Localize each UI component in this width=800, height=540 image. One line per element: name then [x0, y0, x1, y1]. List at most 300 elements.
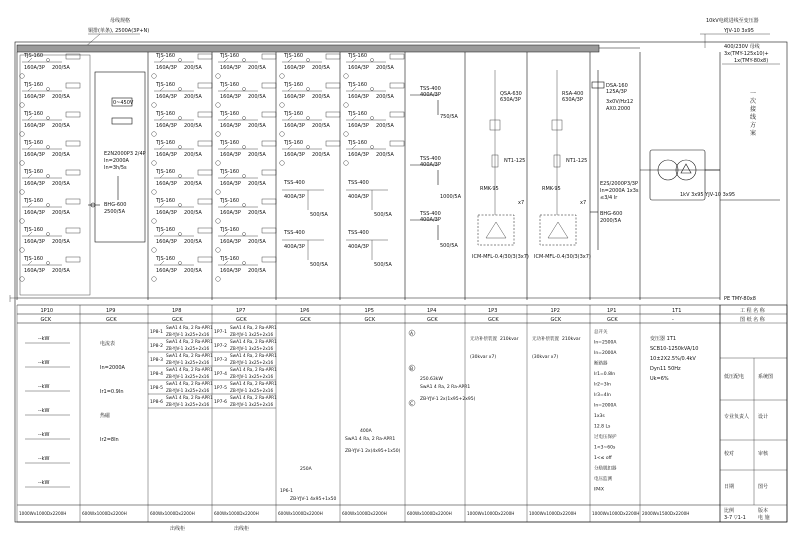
sched-1P9-2: Ir1=0.9In [100, 389, 124, 395]
bus-note-1: 400/230V 母线 [724, 44, 760, 50]
feeder-col2-5 [216, 169, 276, 194]
breaker-col4-2 [346, 230, 392, 268]
busbar-note-line2: 铜排(单条), 2500A(3P+N) [88, 28, 150, 34]
sched-col_1P4_a: 250.63kW [420, 377, 443, 382]
kw-mark-4: --kW [38, 408, 50, 414]
feeder-breaker-sub: 160A/3P [156, 123, 177, 129]
breaker-label: TSS-400 [284, 180, 305, 186]
panel-type-1P6: GCK [300, 317, 311, 323]
title-row-3a: 低压配电 [724, 374, 745, 380]
feeder-breaker-label: TJS-160 [24, 169, 44, 175]
feeder-breaker-sub: 160A/3P [348, 94, 369, 100]
bottom-note-2: 出线柜 [234, 526, 250, 532]
rmk-reactor-label: RMK-95 [542, 186, 561, 192]
feed-desc-1P8-4: SwA1 4 Ra, 2 Ra-APR1 [166, 367, 213, 372]
sched-1P9-3: 热磁 [100, 413, 111, 419]
sched-1T1-2: 10±2X2.5%/0.4kV [650, 356, 696, 362]
breaker-sub: 400A/3P [348, 244, 369, 250]
panel-id-1P1: 1P1 [607, 308, 617, 314]
feeder-breaker-label: TJS-160 [156, 82, 176, 88]
feeder-col4-1 [344, 53, 404, 78]
feeder-breaker-sub: 160A/3P [220, 239, 241, 245]
feeder-breaker-sub: 160A/3P [284, 123, 305, 129]
sched-1P1-0: 总开关 [594, 330, 608, 335]
feeder-breaker-label: TJS-160 [284, 82, 304, 88]
feeder-breaker-sub: 160A/3P [156, 65, 177, 71]
capacitor-label: ICM-MFL-0.4/30/3(3x7) [534, 254, 591, 260]
feed-cable-1P7-2: ZB-YJV-1 3x25+2x16 [230, 346, 274, 351]
feed-code-1P8-4: 1P8-4 [150, 372, 163, 377]
panel-type-1P10: GCK [40, 317, 52, 323]
feeder-col2-7 [216, 227, 276, 252]
sched-col_1P2-0: 无功补偿装置 [532, 337, 559, 342]
breaker-ct: 500/5A [310, 212, 328, 218]
feeder-ct-rating: 200/5A [248, 123, 266, 129]
feed-code-1P7-2: 1P7-2 [214, 344, 227, 349]
feeder-ct-rating: 200/5A [184, 65, 202, 71]
breaker-sub: 400A/3P [284, 194, 305, 200]
feeder-col3-2 [280, 82, 340, 107]
feeder-breaker-sub: 160A/3P [24, 152, 45, 158]
sched-1P1-8: 1x3s [594, 414, 605, 419]
kw-mark-5: --kW [38, 432, 50, 438]
feeder-breaker-label: TJS-160 [284, 111, 304, 117]
feed-cable-1P8-6: ZB-YJV-1 3x25+2x16 [166, 402, 210, 407]
feed-code-1P7-6: 1P7-6 [214, 400, 227, 405]
capacitor-label: ICM-MFL-0.4/30/3(3x7) [472, 254, 529, 260]
feeder-breaker-sub: 160A/3P [220, 152, 241, 158]
feed-cable-1P8-4: ZB-YJV-1 3x25+2x16 [166, 374, 210, 379]
panel-dim-1P4: 600Wx1000Dx2200H [407, 511, 452, 516]
feeder-1P10-8 [20, 256, 80, 281]
main-breaker-sub: In=2000A [104, 158, 129, 164]
sched-1P1-4: Ir1=0.8In [594, 372, 616, 377]
feeder-1P10-6 [20, 198, 80, 223]
title-bottom-3: 3-7 ▽1-1 [724, 515, 746, 521]
feed-cable-1P7-1: ZB-YJV-1 3x25+2x16 [230, 332, 274, 337]
rmk-reactor-label: RMK-95 [480, 186, 499, 192]
feeder-breaker-label: TJS-160 [220, 227, 240, 233]
feed-cable-1P7-6: ZB-YJV-1 3x25+2x16 [230, 402, 274, 407]
panel-type-1P2: GCK [550, 317, 562, 323]
feeder-breaker-label: TJS-160 [156, 198, 176, 204]
bus-note-2: 3x(TMY-125x10)+ [724, 51, 769, 57]
feeder-breaker-sub: 160A/3P [220, 123, 241, 129]
panel-id-1P5: 1P5 [364, 308, 374, 314]
feeder-ct-rating: 200/5A [376, 152, 394, 158]
panel-type-1P3: GCK [488, 317, 499, 323]
feeder-breaker-label: TJS-160 [348, 140, 368, 146]
feeder-1P10-1 [20, 53, 80, 78]
feeder-col2-4 [216, 140, 276, 165]
title-bottom-4: 电 施 [758, 515, 770, 521]
transformer-cable-label: 1kV 3x95 YJV-10 3x95 [680, 192, 736, 198]
sched-1P1-15: IP4X [594, 487, 604, 493]
sched-1P1-1: In=2500A [594, 340, 617, 346]
sched-col_1P5_a: 400A [360, 429, 372, 434]
breaker-label: TSS-400 [348, 230, 369, 236]
feeder-col2-6 [216, 198, 276, 223]
title-row-2: 图 纸 名 称 [740, 317, 765, 323]
feeder-breaker-sub: 160A/3P [24, 268, 45, 274]
feeder-breaker-label: TJS-160 [348, 53, 368, 59]
feed-cable-1P8-1: ZB-YJV-1 3x25+2x16 [166, 332, 210, 337]
feeder-col1-5 [152, 169, 212, 194]
feed-desc-1P8-3: SwA1 4 Ra, 2 Ra-APR1 [166, 353, 213, 358]
feed-cable-1P8-2: ZB-YJV-1 3x25+2x16 [166, 346, 210, 351]
transformer-section [640, 90, 780, 200]
feeder-breaker-label: TJS-160 [348, 111, 368, 117]
sched-1P1-14: 电压监测 [594, 477, 612, 482]
feeder-breaker-sub: 160A/3P [156, 152, 177, 158]
breaker-sub: 400A/3P [348, 194, 369, 200]
sched-1P1-3: 断路器 [594, 361, 608, 367]
feeder-col1-6 [152, 198, 212, 223]
feeder-ct-rating: 200/5A [248, 268, 266, 274]
breaker-col3-1 [282, 180, 328, 218]
feed-code-1P7-3: 1P7-3 [214, 358, 227, 363]
main-ct: 2000/5A [600, 218, 622, 224]
feed-desc-1P7-2: SwA1 4 Ra, 2 Ra-APR1 [230, 339, 277, 344]
breaker-1P4-a: TSS-400 [420, 86, 441, 92]
feeder-breaker-label: TJS-160 [24, 82, 44, 88]
breaker-col3-2 [282, 230, 328, 268]
feeder-breaker-sub: 160A/3P [220, 65, 241, 71]
feeder-ct-rating: 200/5A [184, 123, 202, 129]
panel-dim-1P10: 1000Wx1000Dx2200H [19, 511, 67, 516]
feed-desc-1P7-4: SwA1 4 Ra, 2 Ra-APR1 [230, 367, 277, 372]
feeder-breaker-sub: 160A/3P [220, 210, 241, 216]
feeder-breaker-sub: 160A/3P [220, 94, 241, 100]
feeder-breaker-label: TJS-160 [220, 140, 240, 146]
panel-type-1P4: GCK [427, 317, 438, 323]
title-row-5b: 审核 [758, 451, 769, 457]
feeder-breaker-label: TJS-160 [24, 53, 44, 59]
sched-1P9-0: 电流表 [100, 341, 116, 347]
drawing-frame [15, 42, 787, 522]
right-bus-notes [722, 43, 780, 64]
feeder-breaker-label: TJS-160 [156, 169, 176, 175]
panel-dim-1P9: 600Wx1000Dx2200H [82, 511, 127, 516]
feeder-ct-rating: 200/5A [312, 123, 330, 129]
panel-type-1P8: GCK [172, 317, 183, 323]
capacitor-panels [472, 70, 591, 260]
panel-dim-1P7: 600Wx1000Dx2200H [214, 511, 259, 516]
vertical-scheme-label: 一 次 接 线 方 案 [748, 90, 756, 136]
feed-desc-1P8-2: SwA1 4 Ra, 2 Ra-APR1 [166, 339, 213, 344]
feeder-ct-rating: 200/5A [184, 239, 202, 245]
sched-1P1-10: 过电压保护 [594, 435, 617, 440]
panel-id-1P9: 1P9 [106, 308, 116, 314]
sched-1P9-4: Ir2=8In [100, 437, 119, 443]
main-breaker-sub2: In=3h/5s [104, 165, 127, 171]
sched-col_1P6_a: 250A [300, 467, 312, 472]
busbar-note [84, 17, 149, 48]
feeder-breaker-label: TJS-160 [24, 227, 44, 233]
title-row-1: 工 程 名 称 [740, 308, 765, 314]
feeder-1P10-2 [20, 82, 80, 107]
ax-label: AX0.2000 [606, 106, 631, 112]
feeder-col4-4 [344, 140, 404, 165]
panel-1P4-diagram [410, 86, 462, 249]
feed-code-1P8-5: 1P8-5 [150, 386, 163, 391]
sched-1P1-9: 12.8 Ls [594, 424, 611, 430]
ct-1P4-b: 1000/5A [440, 194, 462, 200]
breaker-ct: 500/5A [374, 262, 392, 268]
panel-type-1T1: - [672, 317, 674, 323]
feeder-ct-rating: 200/5A [376, 65, 394, 71]
breaker-col4-1 [346, 180, 392, 218]
breaker-ct: 500/5A [310, 262, 328, 268]
feeder-ct-rating: 200/5A [184, 181, 202, 187]
feeder-col2-1 [216, 53, 276, 78]
feeder-breaker-label: TJS-160 [348, 82, 368, 88]
feeder-1P10-4 [20, 140, 80, 165]
feeder-breaker-label: TJS-160 [24, 198, 44, 204]
feed-desc-1P8-1: SwA1 4 Ra, 2 Ra-APR1 [166, 325, 213, 330]
schedule-table [17, 305, 720, 532]
panel-id-1P2: 1P2 [550, 308, 560, 314]
sched-col_1P5_c: ZB-YJV-1 2x(4x95+1x50) [345, 449, 401, 454]
kw-mark-7: --kW [38, 480, 50, 486]
dsa-sub: 125A/3P [606, 89, 627, 95]
feeder-breaker-label: TJS-160 [24, 140, 44, 146]
feeder-breaker-sub: 160A/3P [24, 123, 45, 129]
feeder-breaker-sub: 160A/3P [348, 123, 369, 129]
feed-desc-1P8-6: SwA1 4 Ra, 2 Ra-APR1 [166, 395, 213, 400]
title-row-6b: 图号 [758, 484, 769, 490]
bottom-note-1: 出线柜 [170, 526, 186, 532]
feeder-breaker-sub: 160A/3P [348, 65, 369, 71]
feeder-ct-rating: 200/5A [52, 239, 70, 245]
feed-code-1P8-2: 1P8-2 [150, 344, 163, 349]
feeder-col1-1 [152, 53, 212, 78]
panel-type-1P9: GCK [106, 317, 117, 323]
feed-code-1P8-6: 1P8-6 [150, 400, 163, 405]
main-breaker-label: E2N2000P3 2/4P [104, 151, 146, 157]
title-row-3b: 系统图 [758, 374, 774, 380]
feeder-ct-rating: 200/5A [312, 152, 330, 158]
kw-mark-6: --kW [38, 456, 50, 462]
feeder-breaker-sub: 160A/3P [284, 65, 305, 71]
panel-dim-1P5: 600Wx1000Dx2200H [342, 511, 387, 516]
feed-code-1P8-1: 1P8-1 [150, 330, 163, 335]
feeder-col2-2 [216, 82, 276, 107]
feeder-ct-rating: 200/5A [52, 181, 70, 187]
kw-mark-3: --kW [38, 384, 50, 390]
feeder-ct-rating: 200/5A [248, 94, 266, 100]
feeder-breaker-label: TJS-160 [220, 198, 240, 204]
sched-1T1-0: 变压器 1T1 [650, 336, 677, 342]
feeder-ct-rating: 200/5A [248, 181, 266, 187]
breaker-label: TSS-400 [348, 180, 369, 186]
feeder-breaker-sub: 160A/3P [348, 152, 369, 158]
feed-code-1P7-1: 1P7-1 [214, 330, 227, 335]
feeder-ct-rating: 200/5A [376, 94, 394, 100]
feeder-breaker-sub: 160A/3P [284, 152, 305, 158]
feed-code-1P7-5: 1P7-5 [214, 386, 227, 391]
feeder-breaker-sub: 160A/3P [24, 210, 45, 216]
title-bottom-2: 版本 [758, 508, 769, 514]
dsa-label: DSA-160 [606, 83, 628, 89]
sched-1T1-4: Uk=6% [650, 376, 669, 382]
panel-dim-1P3: 1000Wx1000Dx2200H [467, 511, 515, 516]
feed-cable-1P7-4: ZB-YJV-1 3x25+2x16 [230, 374, 274, 379]
panel-id-1T1: 1T1 [672, 308, 682, 314]
e2s-sub2: ≤3/4 Ir [600, 195, 618, 201]
panel-id-1P4: 1P4 [427, 308, 437, 314]
panel-id-1P3: 1P3 [488, 308, 498, 314]
main-busbar [17, 45, 599, 52]
sched-col_1P6_d: 1P6-1 [280, 489, 293, 494]
feeder-breaker-label: TJS-160 [220, 111, 240, 117]
busbar-note-line1: 母线规格 [110, 18, 131, 24]
feeder-breaker-sub: 160A/3P [156, 239, 177, 245]
feeder-ct-rating: 200/5A [184, 210, 202, 216]
bhg-label: BHG-600 [104, 202, 127, 208]
pe-bus-label: PE TMY-80x8 [724, 296, 756, 302]
feeder-ct-rating: 200/5A [52, 268, 70, 274]
feeder-ct-rating: 200/5A [184, 152, 202, 158]
panel-id-1P8: 1P8 [172, 308, 182, 314]
feeder-1P10-7 [20, 227, 80, 252]
panel-id-1P6: 1P6 [300, 308, 310, 314]
feed-code-1P7-4: 1P7-4 [214, 372, 227, 377]
feed-desc-1P8-5: SwA1 4 Ra, 2 Ra-APR1 [166, 381, 213, 386]
feeder-group-1P8-1P5 [152, 53, 404, 281]
ct-1P4-a: 750/5A [440, 114, 458, 120]
feeder-breaker-sub: 160A/3P [156, 268, 177, 274]
feeder-col2-3 [216, 111, 276, 136]
feeder-col1-8 [152, 256, 212, 281]
feeder-col1-7 [152, 227, 212, 252]
sched-1P1-11: 1<3~60s [594, 445, 616, 451]
circle-tag-A: A [410, 332, 414, 337]
sched-1P1-6: Ir3=4In [594, 393, 611, 398]
feed-cable-1P7-5: ZB-YJV-1 3x25+2x16 [230, 388, 274, 393]
feeder-ct-rating: 200/5A [184, 94, 202, 100]
feeder-ct-rating: 200/5A [376, 123, 394, 129]
feeder-1P10-5 [20, 169, 80, 194]
bhg-1P1-label: BHG-600 [600, 211, 623, 217]
main-incomer-1P9 [88, 72, 146, 242]
feeder-ct-rating: 200/5A [312, 65, 330, 71]
feeder-breaker-sub: 160A/3P [220, 268, 241, 274]
title-row-6a: 日期 [724, 484, 735, 490]
bus-note-3: 1x(TMY-80x8) [734, 58, 769, 64]
feeder-col4-3 [344, 111, 404, 136]
breaker-label: TSS-400 [284, 230, 305, 236]
feeder-breaker-sub: 160A/3P [156, 181, 177, 187]
feeder-breaker-label: TJS-160 [156, 256, 176, 262]
sched-1P1-13: 分励脱扣器 [594, 466, 617, 472]
feeder-breaker-label: TJS-160 [220, 169, 240, 175]
panel-type-1P5: GCK [364, 317, 376, 323]
panel-id-1P10: 1P10 [40, 308, 54, 314]
bhg-rating: 2500/5A [104, 209, 126, 215]
feeder-group-1P10 [20, 53, 90, 295]
feeder-breaker-label: TJS-160 [156, 111, 176, 117]
breaker-ct: 500/5A [374, 212, 392, 218]
sched-1P1-12: 1<≤ off [594, 456, 612, 461]
sched-1T1-3: Dyn11 50Hz [650, 366, 681, 372]
capacitor-panel-2 [534, 70, 591, 260]
panel-dim-1P6: 600Wx1000Dx2200H [278, 511, 323, 516]
kw-mark-1: --kW [38, 336, 50, 342]
feed-desc-1P7-3: SwA1 4 Ra, 2 Ra-APR1 [230, 353, 277, 358]
nt-fuse-label: NT1-125 [504, 158, 526, 164]
title-row-5a: 校对 [724, 451, 735, 457]
feeder-breaker-sub: 160A/3P [24, 181, 45, 187]
feeder-col1-2 [152, 82, 212, 107]
feeder-breaker-label: TJS-160 [24, 111, 44, 117]
feeder-breaker-label: TJS-160 [284, 140, 304, 146]
feeder-col3-4 [280, 140, 340, 165]
feeder-ct-rating: 200/5A [248, 65, 266, 71]
feeder-breaker-label: TJS-160 [220, 256, 240, 262]
cap-multiplier: x7 [518, 200, 525, 206]
title-row-4b: 设计 [758, 414, 769, 420]
feed-code-1P8-3: 1P8-3 [150, 358, 163, 363]
sched-col_1P2-2: (30kvar x7) [532, 355, 559, 360]
breaker-1P4-b-sub: 400A/3P [420, 162, 441, 168]
cable-note-line2: YJV-10 3x95 [724, 28, 754, 34]
feeder-breaker-sub: 160A/3P [24, 94, 45, 100]
e2s-sub: In=2000A 1x3s [600, 188, 639, 194]
panel-dim-1P2: 1000Wx1000Dx2200H [529, 511, 577, 516]
panel-id-1P7: 1P7 [236, 308, 246, 314]
sched-1P1-7: In=2000A [594, 403, 617, 409]
feeder-breaker-label: TJS-160 [284, 53, 304, 59]
panel-dim-1T1: 2000Wx1500Dx2200H [642, 511, 690, 516]
feeder-breaker-sub: 160A/3P [156, 210, 177, 216]
sched-1T1-1: SCB10-1250kVA/10 [650, 346, 699, 352]
feeder-breaker-sub: 160A/3P [24, 65, 45, 71]
feeder-breaker-label: TJS-160 [24, 256, 44, 262]
breaker-1P4-a-sub: 400A/3P [420, 92, 441, 98]
meter-box-label: 0~450V [113, 100, 134, 106]
kw-mark-2: --kW [38, 360, 50, 366]
cap-switch-label: QSA-630 [500, 91, 522, 97]
sched-col_1P5_b: SwA1 4 Ra, 2 Ra-APR1 [345, 437, 396, 442]
feeder-breaker-label: TJS-160 [156, 53, 176, 59]
feeder-breaker-label: TJS-160 [156, 227, 176, 233]
feeder-breaker-sub: 160A/3P [24, 239, 45, 245]
feeder-ct-rating: 200/5A [248, 210, 266, 216]
feeder-ct-rating: 200/5A [52, 65, 70, 71]
feeder-ct-rating: 200/5A [248, 152, 266, 158]
feeder-ct-rating: 200/5A [184, 268, 202, 274]
feed-cable-1P8-3: ZB-YJV-1 3x25+2x16 [166, 360, 210, 365]
cap-multiplier: x7 [580, 200, 587, 206]
breaker-1P4-b: TSS-400 [420, 156, 441, 162]
sched-col_1P4_c: ZB-YJV-1 2x(1x95+2x95) [420, 397, 476, 402]
circle-tag-B: B [410, 367, 414, 372]
panel-dim-1P1: 1000Wx1000Dx2200H [592, 511, 640, 516]
cap-switch-sub: 630A/3P [562, 97, 583, 103]
feeder-breaker-label: TJS-160 [220, 82, 240, 88]
vol-label: 3x0V/Hz12 [606, 99, 634, 105]
feeder-ct-rating: 200/5A [52, 210, 70, 216]
feeder-ct-rating: 200/5A [248, 239, 266, 245]
panel-type-1P7: GCK [236, 317, 247, 323]
feeder-breaker-label: TJS-160 [220, 53, 240, 59]
e2s-label: E2S/2000P3/3P [600, 181, 639, 187]
sched-col_1P6_c: ZB-YJV-1 4x95+1x50 [290, 497, 337, 502]
feeder-col1-3 [152, 111, 212, 136]
panel-1P1-diagram [590, 70, 639, 250]
feeder-col3-1 [280, 53, 340, 78]
